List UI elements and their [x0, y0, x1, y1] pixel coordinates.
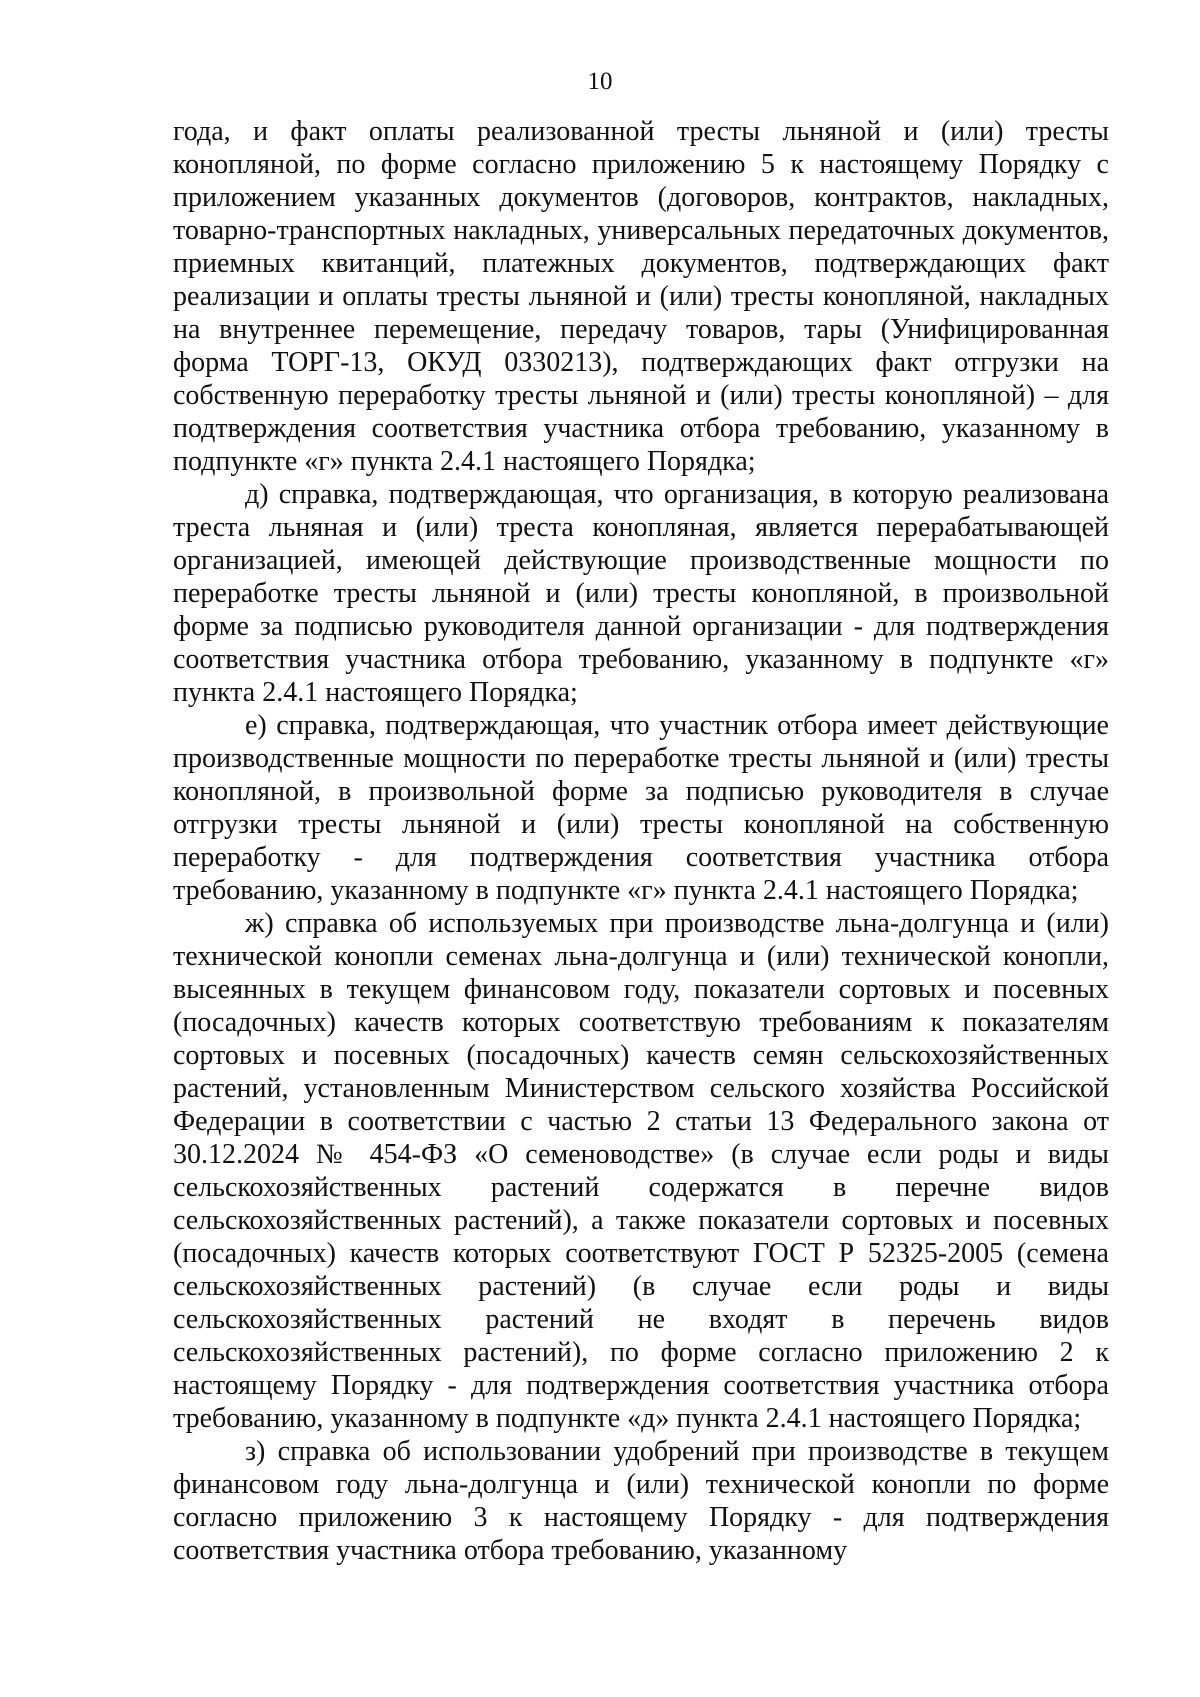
paragraph-item-e: е) справка, подтверждающая, что участник отбора имеет действующие производственные мощности по переработке тресты льняной и (или) тресты конопляной, в произвольной форме за подписью руководителя в случае отгрузки тресты льняной и (или) тресты конопляной на собственную переработку - для подтверждения соответствия участника отбора требованию, указанному в подпункте «г» пункта 2.4.1 настоящего Порядка;: [173, 710, 1109, 906]
paragraph-item-zh: ж) справка об используемых при производстве льна-долгунца и (или) технической конопли семенах льна-долгунца и (или) технической конопли, высеянных в текущем финансовом году, показатели сортовых и посевных (посадочных) качеств которых соответствую требованиям к показателям сортовых и посевных (посадочных) качеств семян сельскохозяйственных растений, установленным Министерством сельского хозяйства Российской Федерации в соответствии с частью 2 статьи 13 Федерального закона от 30.12.2024 № 454-ФЗ «О семеноводстве» (в случае если роды и виды сельскохозяйственных растений содержатся в перечне видов сельскохозяйственных растений), а также показатели сортовых и посевных (посадочных) качеств которых соответствуют ГОСТ Р 52325-2005 (семена сельскохозяйственных растений) (в случае если роды и виды сельскохозяйственных растений не входят в перечень видов сельскохозяйственных растений), по форме согласно приложению 2 к настоящему Порядку - для подтверждения соответствия участника отбора требованию, указанному в подпункте «д» пункта 2.4.1 настоящего Порядка;: [173, 908, 1109, 1434]
page-number: 10: [587, 68, 613, 95]
paragraph-item-d: д) справка, подтверждающая, что организация, в которую реализована треста льняная и (или) треста конопляная, является перерабатывающей организацией, имеющей действующие производственные мощности по переработке тресты льняной и (или) тресты конопляной, в произвольной форме за подписью руководителя данной организации - для подтверждения соответствия участника отбора требованию, указанному в подпункте «г» пункта 2.4.1 настоящего Порядка;: [173, 479, 1109, 708]
document-body: [173, 115, 1109, 1567]
paragraph-continuation: года, и факт оплаты реализованной тресты льняной и (или) тресты конопляной, по форме согласно приложению 5 к настоящему Порядку с приложением указанных документов (договоров, контрактов, накладных, товарно-транспортных накладных, универсальных передаточных документов, приемных квитанций, платежных документов, подтверждающих факт реализации и оплаты тресты льняной и (или) тресты конопляной, накладных на внутреннее перемещение, передачу товаров, тары (Унифицированная форма ТОРГ-13, ОКУД 0330213), подтверждающих факт отгрузки на собственную переработку тресты льняной и (или) тресты конопляной) – для подтверждения соответствия участника отбора требованию, указанному в подпункте «г» пункта 2.4.1 настоящего Порядка;: [173, 116, 1109, 477]
paragraph-item-z: з) справка об использовании удобрений при производстве в текущем финансовом году льна-долгунца и (или) технической конопли по форме согласно приложению 3 к настоящему Порядку - для подтверждения соответствия участника отбора требованию, указанному: [173, 1436, 1109, 1566]
